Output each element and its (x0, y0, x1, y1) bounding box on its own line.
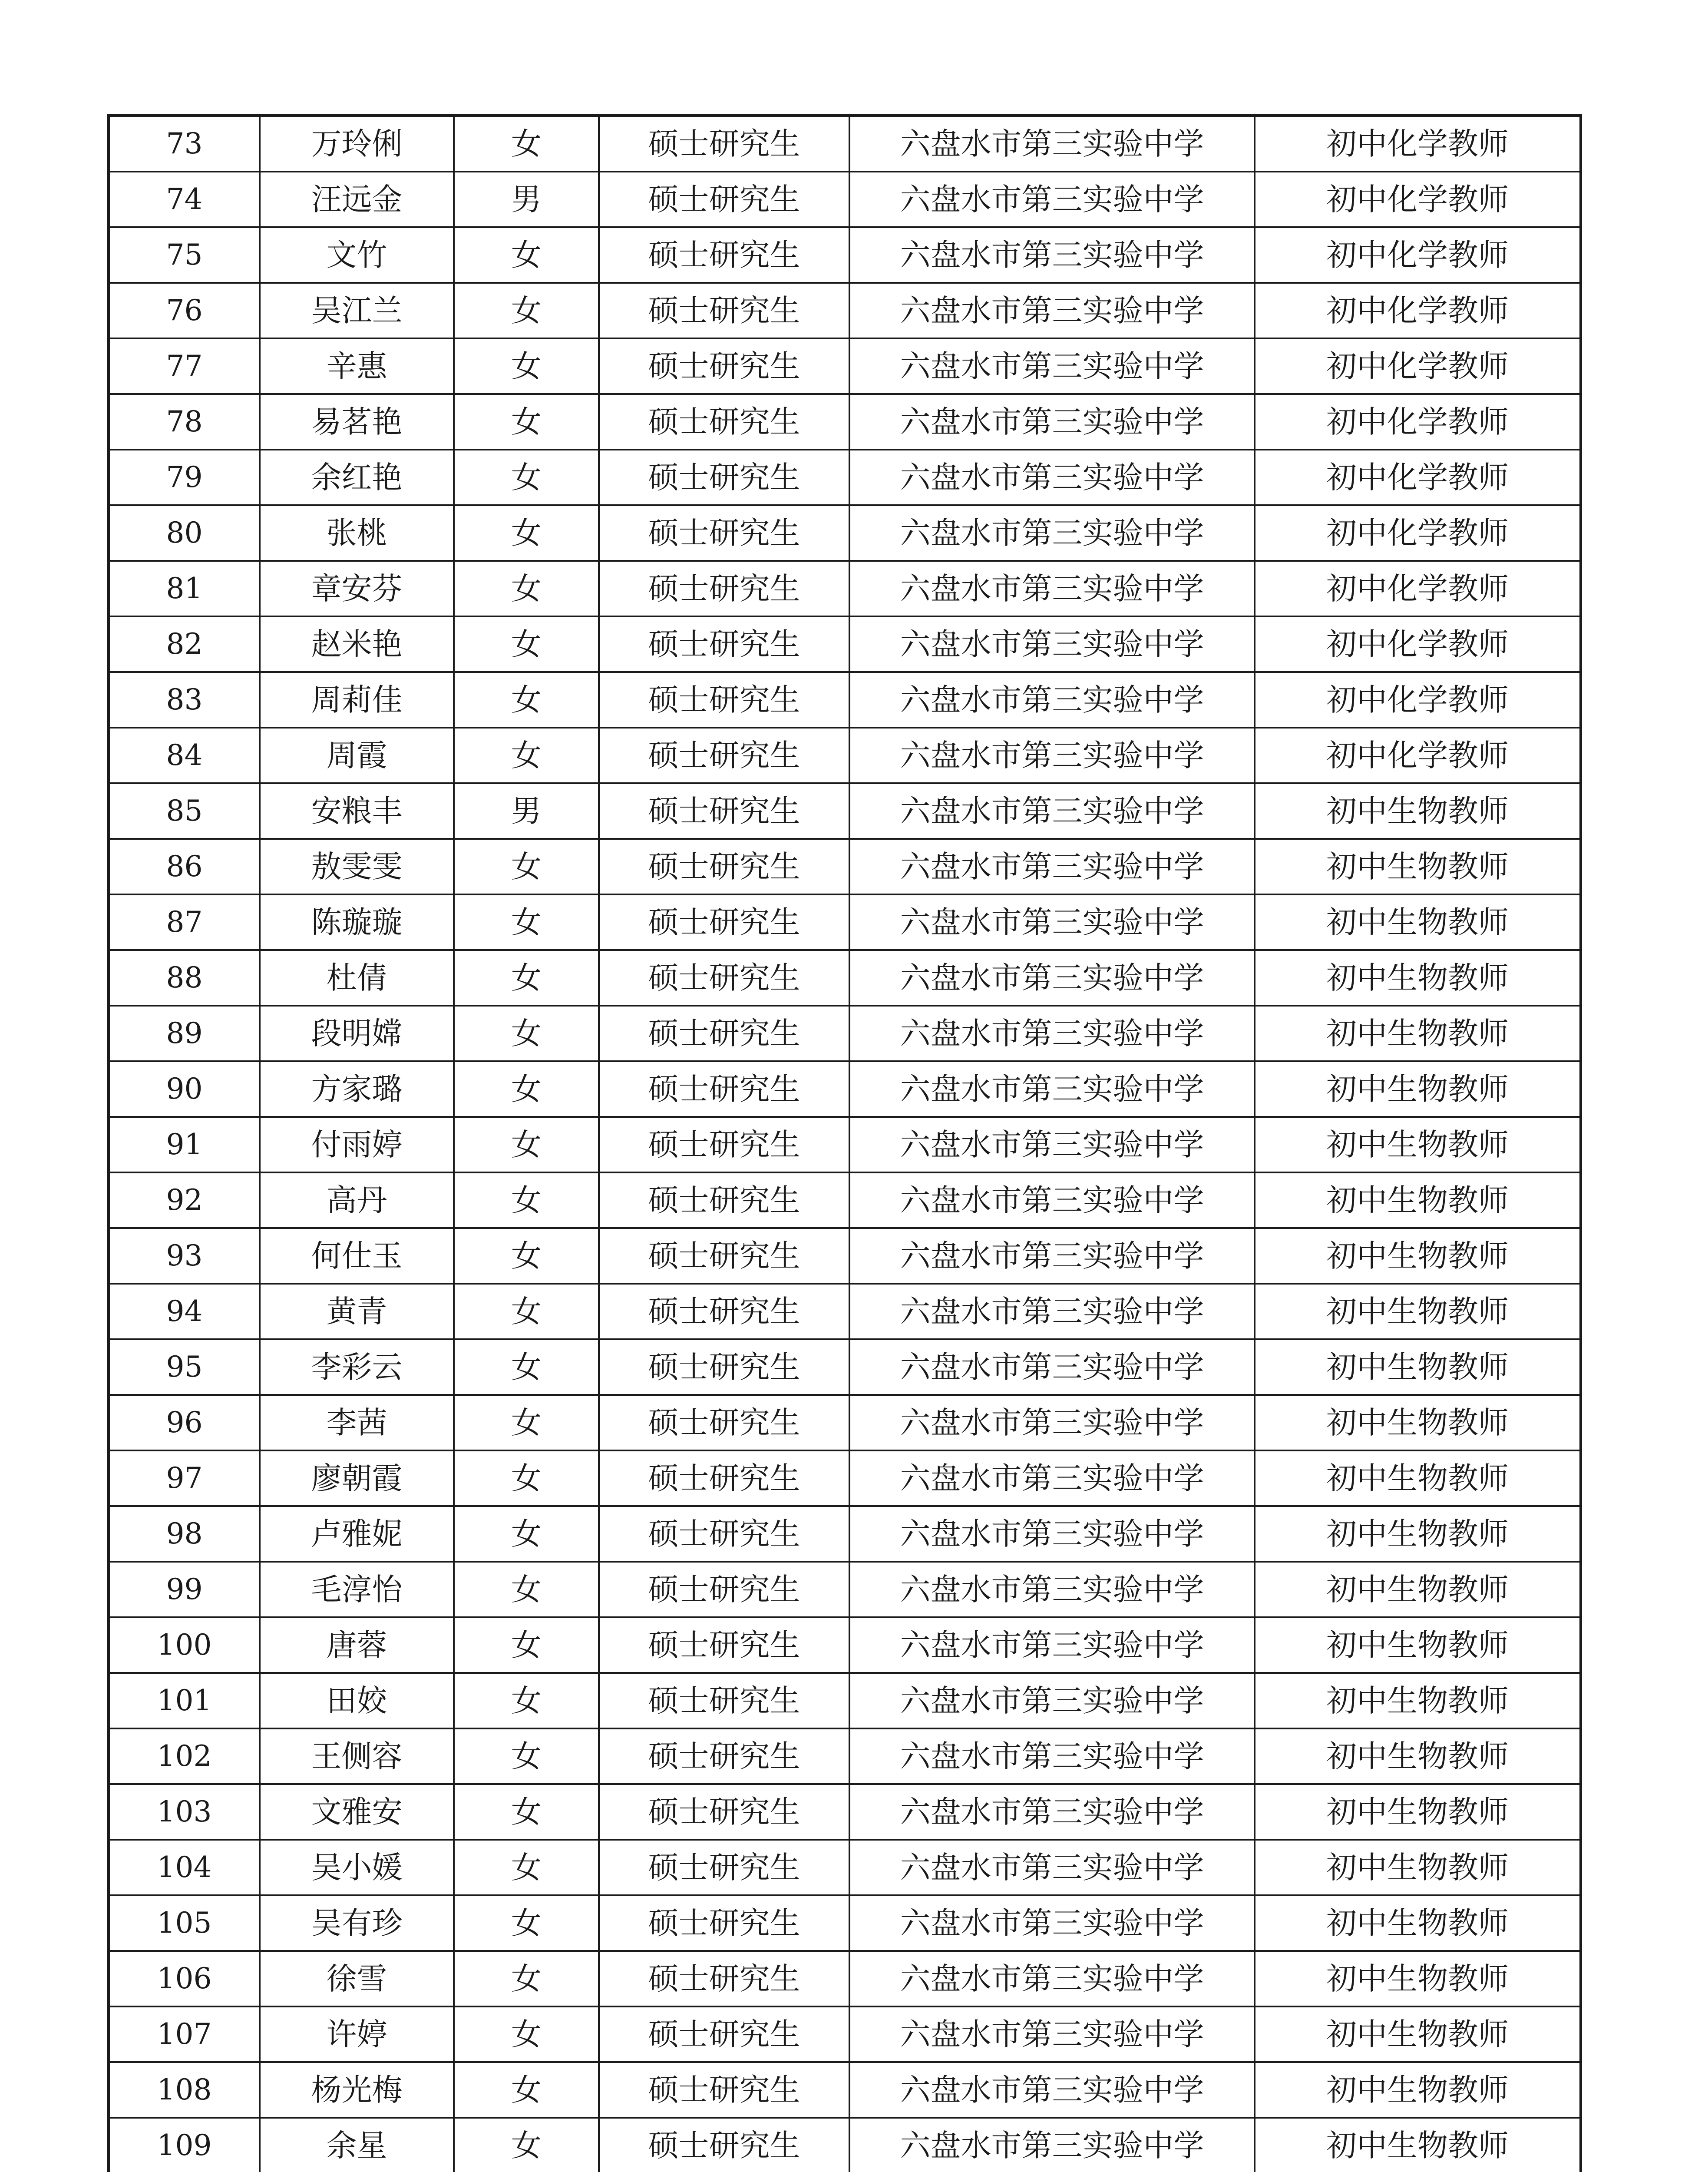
gender-cell: 女 (454, 1506, 599, 1562)
unit-cell: 六盘水市第三实验中学 (849, 172, 1255, 227)
gender-cell: 女 (454, 227, 599, 283)
row-number-cell: 99 (109, 1562, 260, 1617)
unit-cell: 六盘水市第三实验中学 (849, 1450, 1255, 1506)
education-cell: 硕士研究生 (599, 1395, 849, 1450)
position-cell: 初中化学教师 (1255, 283, 1581, 338)
position-cell: 初中化学教师 (1255, 616, 1581, 672)
name-cell: 安粮丰 (260, 783, 454, 839)
row-number-cell: 97 (109, 1450, 260, 1506)
unit-cell: 六盘水市第三实验中学 (849, 783, 1255, 839)
gender-cell: 男 (454, 783, 599, 839)
gender-cell: 女 (454, 1228, 599, 1284)
row-number-cell: 77 (109, 338, 260, 394)
row-number-cell: 88 (109, 950, 260, 1006)
table-row (109, 1450, 1581, 1506)
row-number-cell: 94 (109, 1284, 260, 1339)
education-cell: 硕士研究生 (599, 1506, 849, 1562)
name-cell: 余星 (260, 2118, 454, 2172)
gender-cell: 女 (454, 283, 599, 338)
education-cell: 硕士研究生 (599, 172, 849, 227)
education-cell: 硕士研究生 (599, 227, 849, 283)
unit-cell: 六盘水市第三实验中学 (849, 1117, 1255, 1172)
gender-cell: 女 (454, 1562, 599, 1617)
table-row (109, 1395, 1581, 1450)
name-cell: 周霞 (260, 728, 454, 783)
table-row (109, 1728, 1581, 1784)
name-cell: 高丹 (260, 1172, 454, 1228)
education-cell: 硕士研究生 (599, 1728, 849, 1784)
unit-cell: 六盘水市第三实验中学 (849, 950, 1255, 1006)
position-cell: 初中生物教师 (1255, 1617, 1581, 1673)
education-cell: 硕士研究生 (599, 1172, 849, 1228)
row-number-cell: 93 (109, 1228, 260, 1284)
roster-table (107, 114, 1582, 2172)
unit-cell: 六盘水市第三实验中学 (849, 450, 1255, 505)
education-cell: 硕士研究生 (599, 450, 849, 505)
position-cell: 初中生物教师 (1255, 1284, 1581, 1339)
unit-cell: 六盘水市第三实验中学 (849, 1228, 1255, 1284)
row-number-cell: 95 (109, 1339, 260, 1395)
position-cell: 初中化学教师 (1255, 450, 1581, 505)
education-cell: 硕士研究生 (599, 1450, 849, 1506)
position-cell: 初中生物教师 (1255, 2006, 1581, 2062)
name-cell: 何仕玉 (260, 1228, 454, 1284)
table-row (109, 394, 1581, 450)
table-row (109, 172, 1581, 227)
name-cell: 文雅安 (260, 1784, 454, 1840)
name-cell: 方家璐 (260, 1061, 454, 1117)
gender-cell: 女 (454, 1673, 599, 1728)
row-number-cell: 101 (109, 1673, 260, 1728)
education-cell: 硕士研究生 (599, 2062, 849, 2118)
row-number-cell: 100 (109, 1617, 260, 1673)
position-cell: 初中生物教师 (1255, 1172, 1581, 1228)
table-row (109, 1951, 1581, 2006)
name-cell: 毛淳怡 (260, 1562, 454, 1617)
row-number-cell: 107 (109, 2006, 260, 2062)
unit-cell: 六盘水市第三实验中学 (849, 1506, 1255, 1562)
row-number-cell: 84 (109, 728, 260, 783)
unit-cell: 六盘水市第三实验中学 (849, 2006, 1255, 2062)
row-number-cell: 74 (109, 172, 260, 227)
gender-cell: 女 (454, 894, 599, 950)
position-cell: 初中生物教师 (1255, 839, 1581, 894)
unit-cell: 六盘水市第三实验中学 (849, 505, 1255, 561)
education-cell: 硕士研究生 (599, 1673, 849, 1728)
unit-cell: 六盘水市第三实验中学 (849, 283, 1255, 338)
name-cell: 杜倩 (260, 950, 454, 1006)
name-cell: 廖朝霞 (260, 1450, 454, 1506)
education-cell: 硕士研究生 (599, 338, 849, 394)
position-cell: 初中化学教师 (1255, 227, 1581, 283)
unit-cell: 六盘水市第三实验中学 (849, 1673, 1255, 1728)
table-row (109, 561, 1581, 616)
unit-cell: 六盘水市第三实验中学 (849, 2118, 1255, 2172)
gender-cell: 女 (454, 1840, 599, 1895)
name-cell: 辛惠 (260, 338, 454, 394)
education-cell: 硕士研究生 (599, 1840, 849, 1895)
gender-cell: 女 (454, 1395, 599, 1450)
gender-cell: 女 (454, 616, 599, 672)
table-row (109, 1895, 1581, 1951)
gender-cell: 女 (454, 1951, 599, 2006)
table-row (109, 1339, 1581, 1395)
education-cell: 硕士研究生 (599, 783, 849, 839)
position-cell: 初中生物教师 (1255, 1840, 1581, 1895)
table-row (109, 227, 1581, 283)
education-cell: 硕士研究生 (599, 1784, 849, 1840)
gender-cell: 女 (454, 1784, 599, 1840)
document-sheet (107, 114, 1579, 2172)
table-row (109, 1228, 1581, 1284)
name-cell: 田姣 (260, 1673, 454, 1728)
position-cell: 初中生物教师 (1255, 1784, 1581, 1840)
table-row (109, 950, 1581, 1006)
row-number-cell: 103 (109, 1784, 260, 1840)
row-number-cell: 86 (109, 839, 260, 894)
row-number-cell: 96 (109, 1395, 260, 1450)
education-cell: 硕士研究生 (599, 672, 849, 728)
position-cell: 初中生物教师 (1255, 1951, 1581, 2006)
education-cell: 硕士研究生 (599, 1951, 849, 2006)
unit-cell: 六盘水市第三实验中学 (849, 227, 1255, 283)
position-cell: 初中化学教师 (1255, 172, 1581, 227)
table-row (109, 2006, 1581, 2062)
row-number-cell: 102 (109, 1728, 260, 1784)
table-row (109, 1506, 1581, 1562)
position-cell: 初中生物教师 (1255, 1450, 1581, 1506)
table-row (109, 1061, 1581, 1117)
position-cell: 初中化学教师 (1255, 338, 1581, 394)
gender-cell: 女 (454, 2118, 599, 2172)
gender-cell: 男 (454, 172, 599, 227)
gender-cell: 女 (454, 1895, 599, 1951)
education-cell: 硕士研究生 (599, 2006, 849, 2062)
name-cell: 吴江兰 (260, 283, 454, 338)
gender-cell: 女 (454, 839, 599, 894)
row-number-cell: 82 (109, 616, 260, 672)
table-row (109, 1840, 1581, 1895)
gender-cell: 女 (454, 950, 599, 1006)
position-cell: 初中生物教师 (1255, 2062, 1581, 2118)
table-row (109, 1284, 1581, 1339)
education-cell: 硕士研究生 (599, 561, 849, 616)
row-number-cell: 81 (109, 561, 260, 616)
name-cell: 段明嫦 (260, 1006, 454, 1061)
position-cell: 初中生物教师 (1255, 950, 1581, 1006)
education-cell: 硕士研究生 (599, 2118, 849, 2172)
gender-cell: 女 (454, 1728, 599, 1784)
education-cell: 硕士研究生 (599, 1006, 849, 1061)
gender-cell: 女 (454, 2006, 599, 2062)
position-cell: 初中生物教师 (1255, 1728, 1581, 1784)
unit-cell: 六盘水市第三实验中学 (849, 561, 1255, 616)
position-cell: 初中生物教师 (1255, 2118, 1581, 2172)
gender-cell: 女 (454, 1061, 599, 1117)
name-cell: 陈璇璇 (260, 894, 454, 950)
table-row (109, 1117, 1581, 1172)
unit-cell: 六盘水市第三实验中学 (849, 1006, 1255, 1061)
unit-cell: 六盘水市第三实验中学 (849, 2062, 1255, 2118)
unit-cell: 六盘水市第三实验中学 (849, 894, 1255, 950)
name-cell: 万玲俐 (260, 116, 454, 172)
row-number-cell: 106 (109, 1951, 260, 2006)
row-number-cell: 85 (109, 783, 260, 839)
table-row (109, 1673, 1581, 1728)
position-cell: 初中生物教师 (1255, 1506, 1581, 1562)
row-number-cell: 89 (109, 1006, 260, 1061)
row-number-cell: 83 (109, 672, 260, 728)
table-row (109, 894, 1581, 950)
unit-cell: 六盘水市第三实验中学 (849, 672, 1255, 728)
name-cell: 吴有珍 (260, 1895, 454, 1951)
table-row (109, 728, 1581, 783)
table-row (109, 1617, 1581, 1673)
position-cell: 初中化学教师 (1255, 394, 1581, 450)
table-row (109, 1784, 1581, 1840)
gender-cell: 女 (454, 338, 599, 394)
unit-cell: 六盘水市第三实验中学 (849, 1172, 1255, 1228)
row-number-cell: 90 (109, 1061, 260, 1117)
position-cell: 初中化学教师 (1255, 116, 1581, 172)
name-cell: 章安芬 (260, 561, 454, 616)
gender-cell: 女 (454, 505, 599, 561)
name-cell: 付雨婷 (260, 1117, 454, 1172)
name-cell: 徐雪 (260, 1951, 454, 2006)
name-cell: 文竹 (260, 227, 454, 283)
table-row (109, 338, 1581, 394)
name-cell: 许婷 (260, 2006, 454, 2062)
gender-cell: 女 (454, 450, 599, 505)
table-row (109, 839, 1581, 894)
education-cell: 硕士研究生 (599, 1617, 849, 1673)
gender-cell: 女 (454, 1117, 599, 1172)
row-number-cell: 78 (109, 394, 260, 450)
education-cell: 硕士研究生 (599, 505, 849, 561)
gender-cell: 女 (454, 116, 599, 172)
name-cell: 张桃 (260, 505, 454, 561)
unit-cell: 六盘水市第三实验中学 (849, 1339, 1255, 1395)
table-row (109, 1562, 1581, 1617)
row-number-cell: 105 (109, 1895, 260, 1951)
education-cell: 硕士研究生 (599, 1228, 849, 1284)
position-cell: 初中化学教师 (1255, 561, 1581, 616)
position-cell: 初中化学教师 (1255, 728, 1581, 783)
name-cell: 王侧容 (260, 1728, 454, 1784)
row-number-cell: 76 (109, 283, 260, 338)
position-cell: 初中生物教师 (1255, 1562, 1581, 1617)
unit-cell: 六盘水市第三实验中学 (849, 1284, 1255, 1339)
table-row (109, 1172, 1581, 1228)
gender-cell: 女 (454, 2062, 599, 2118)
row-number-cell: 75 (109, 227, 260, 283)
name-cell: 余红艳 (260, 450, 454, 505)
gender-cell: 女 (454, 672, 599, 728)
table-row (109, 450, 1581, 505)
gender-cell: 女 (454, 1450, 599, 1506)
row-number-cell: 108 (109, 2062, 260, 2118)
unit-cell: 六盘水市第三实验中学 (849, 1840, 1255, 1895)
position-cell: 初中生物教师 (1255, 1117, 1581, 1172)
position-cell: 初中生物教师 (1255, 1061, 1581, 1117)
name-cell: 吴小媛 (260, 1840, 454, 1895)
unit-cell: 六盘水市第三实验中学 (849, 839, 1255, 894)
row-number-cell: 104 (109, 1840, 260, 1895)
education-cell: 硕士研究生 (599, 1895, 849, 1951)
gender-cell: 女 (454, 394, 599, 450)
table-row (109, 1006, 1581, 1061)
table-row (109, 116, 1581, 172)
name-cell: 唐蓉 (260, 1617, 454, 1673)
row-number-cell: 98 (109, 1506, 260, 1562)
row-number-cell: 91 (109, 1117, 260, 1172)
position-cell: 初中生物教师 (1255, 1339, 1581, 1395)
table-row (109, 783, 1581, 839)
name-cell: 杨光梅 (260, 2062, 454, 2118)
gender-cell: 女 (454, 1339, 599, 1395)
name-cell: 周莉佳 (260, 672, 454, 728)
table-row (109, 672, 1581, 728)
education-cell: 硕士研究生 (599, 1562, 849, 1617)
unit-cell: 六盘水市第三实验中学 (849, 1395, 1255, 1450)
position-cell: 初中生物教师 (1255, 1895, 1581, 1951)
name-cell: 易茗艳 (260, 394, 454, 450)
education-cell: 硕士研究生 (599, 616, 849, 672)
education-cell: 硕士研究生 (599, 283, 849, 338)
row-number-cell: 87 (109, 894, 260, 950)
row-number-cell: 80 (109, 505, 260, 561)
table-row (109, 616, 1581, 672)
gender-cell: 女 (454, 1006, 599, 1061)
education-cell: 硕士研究生 (599, 728, 849, 783)
row-number-cell: 92 (109, 1172, 260, 1228)
gender-cell: 女 (454, 1172, 599, 1228)
unit-cell: 六盘水市第三实验中学 (849, 1562, 1255, 1617)
gender-cell: 女 (454, 561, 599, 616)
education-cell: 硕士研究生 (599, 950, 849, 1006)
name-cell: 黄青 (260, 1284, 454, 1339)
position-cell: 初中生物教师 (1255, 1395, 1581, 1450)
roster-table-body (109, 116, 1581, 2172)
position-cell: 初中生物教师 (1255, 783, 1581, 839)
education-cell: 硕士研究生 (599, 1339, 849, 1395)
unit-cell: 六盘水市第三实验中学 (849, 1728, 1255, 1784)
unit-cell: 六盘水市第三实验中学 (849, 116, 1255, 172)
position-cell: 初中生物教师 (1255, 1006, 1581, 1061)
row-number-cell: 73 (109, 116, 260, 172)
position-cell: 初中生物教师 (1255, 1228, 1581, 1284)
unit-cell: 六盘水市第三实验中学 (849, 338, 1255, 394)
position-cell: 初中生物教师 (1255, 894, 1581, 950)
unit-cell: 六盘水市第三实验中学 (849, 1784, 1255, 1840)
education-cell: 硕士研究生 (599, 839, 849, 894)
education-cell: 硕士研究生 (599, 894, 849, 950)
table-row (109, 505, 1581, 561)
education-cell: 硕士研究生 (599, 116, 849, 172)
gender-cell: 女 (454, 1284, 599, 1339)
unit-cell: 六盘水市第三实验中学 (849, 1951, 1255, 2006)
name-cell: 卢雅妮 (260, 1506, 454, 1562)
row-number-cell: 79 (109, 450, 260, 505)
position-cell: 初中生物教师 (1255, 1673, 1581, 1728)
name-cell: 赵米艳 (260, 616, 454, 672)
education-cell: 硕士研究生 (599, 1117, 849, 1172)
name-cell: 李彩云 (260, 1339, 454, 1395)
name-cell: 汪远金 (260, 172, 454, 227)
position-cell: 初中化学教师 (1255, 672, 1581, 728)
gender-cell: 女 (454, 728, 599, 783)
gender-cell: 女 (454, 1617, 599, 1673)
unit-cell: 六盘水市第三实验中学 (849, 394, 1255, 450)
education-cell: 硕士研究生 (599, 1284, 849, 1339)
table-row (109, 283, 1581, 338)
row-number-cell: 109 (109, 2118, 260, 2172)
position-cell: 初中化学教师 (1255, 505, 1581, 561)
unit-cell: 六盘水市第三实验中学 (849, 728, 1255, 783)
education-cell: 硕士研究生 (599, 1061, 849, 1117)
unit-cell: 六盘水市第三实验中学 (849, 1061, 1255, 1117)
unit-cell: 六盘水市第三实验中学 (849, 1617, 1255, 1673)
table-row (109, 2062, 1581, 2118)
unit-cell: 六盘水市第三实验中学 (849, 616, 1255, 672)
name-cell: 李茜 (260, 1395, 454, 1450)
name-cell: 敖雯雯 (260, 839, 454, 894)
education-cell: 硕士研究生 (599, 394, 849, 450)
table-row (109, 2118, 1581, 2172)
unit-cell: 六盘水市第三实验中学 (849, 1895, 1255, 1951)
